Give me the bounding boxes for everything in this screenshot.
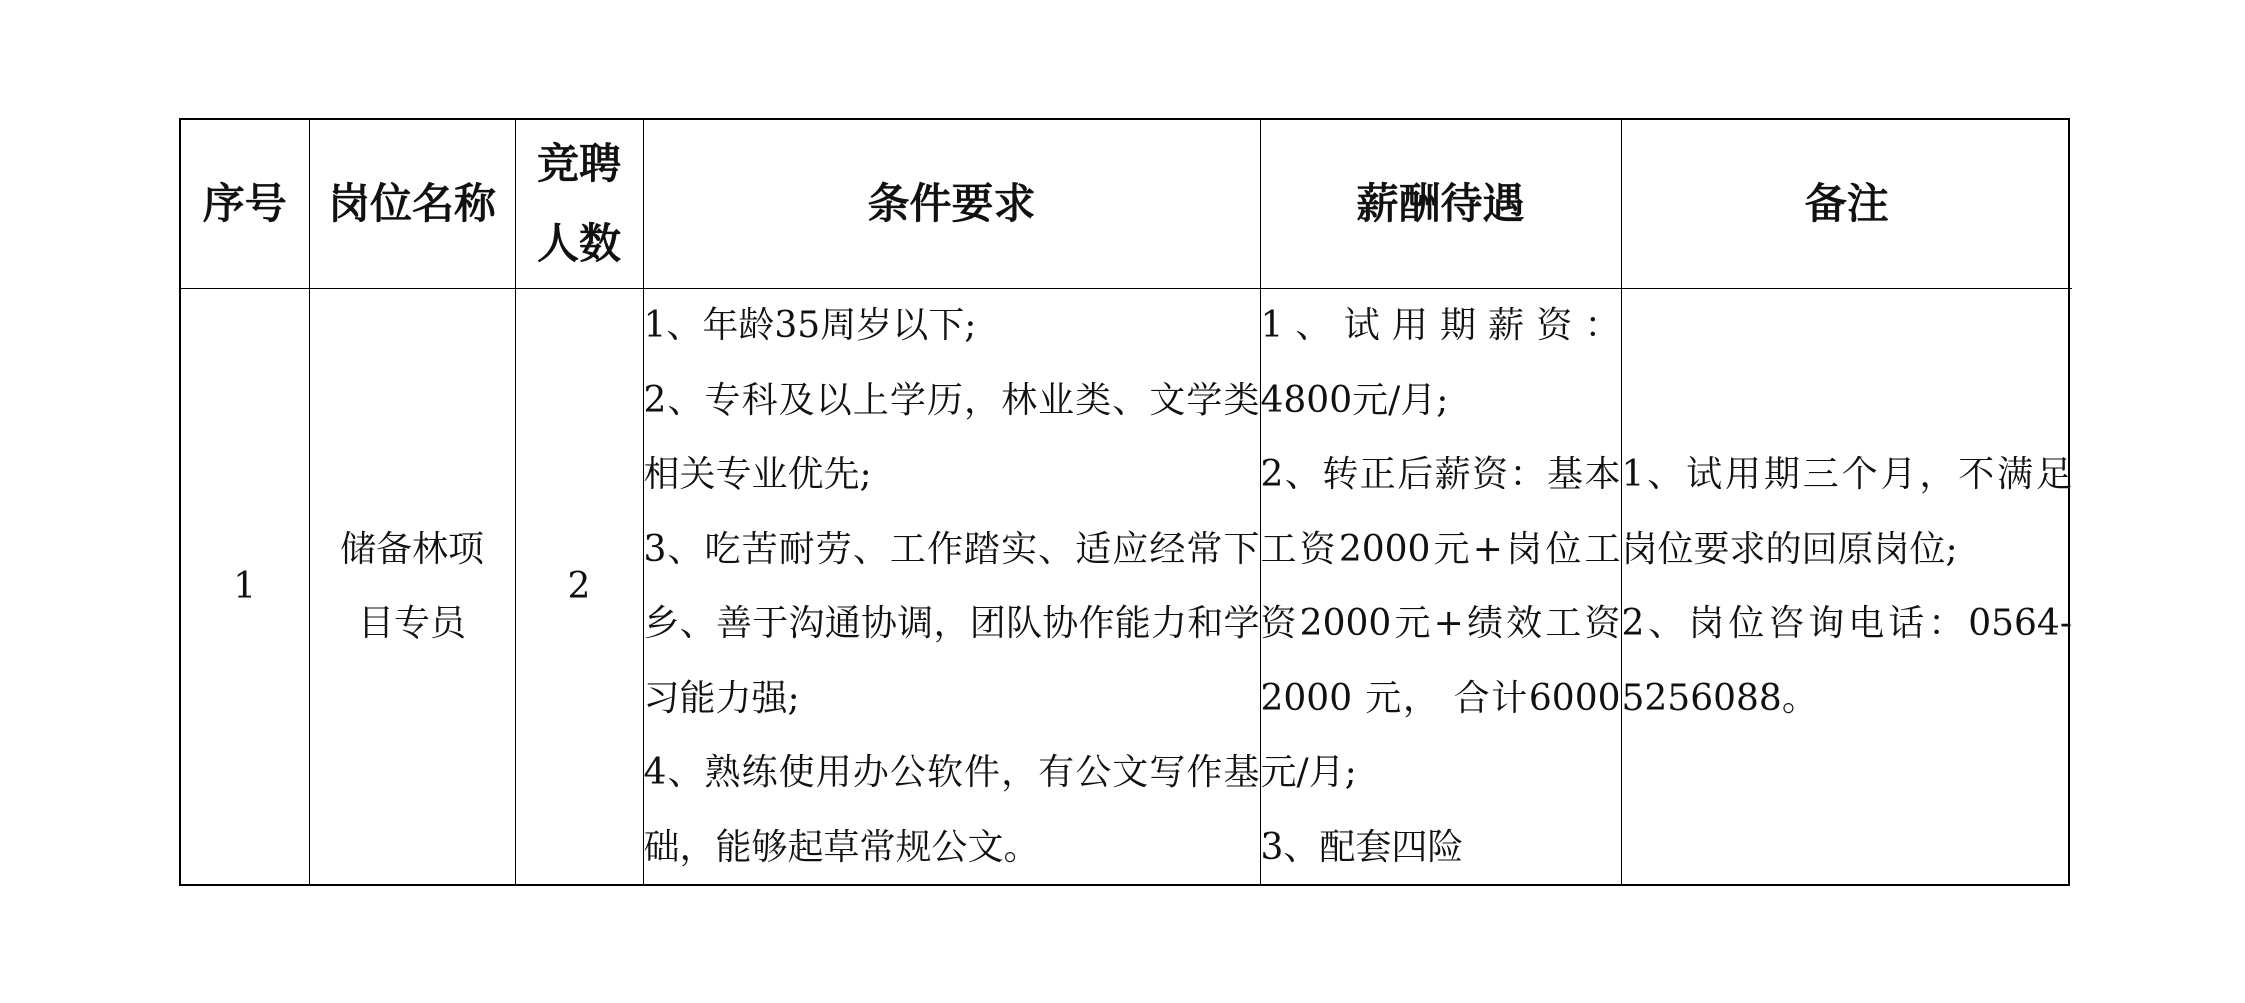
note-item-2: 2、岗位咨询电话：0564-5256088。: [1621, 603, 2072, 719]
row-index: 1: [181, 289, 309, 886]
recruitment-table: [181, 120, 2072, 885]
header-headcount: [515, 120, 643, 289]
table-row: [181, 289, 2072, 886]
requirement-item-4: 4、熟练使用办公软件，有公文写作基础，能够起草常规公文。: [643, 752, 1260, 868]
header-index: 序号: [181, 120, 309, 289]
row-notes: [1621, 289, 2072, 886]
header-headcount-line1: 竞聘: [536, 139, 621, 188]
header-notes: 备注: [1621, 120, 2072, 289]
requirement-item-3: 3、吃苦耐劳、工作踏实、适应经常下乡、善于沟通协调，团队协作能力和学习能力强;: [643, 528, 1260, 719]
header-headcount-line2: 人数: [536, 219, 621, 268]
header-position-name: 岗位名称: [309, 120, 515, 289]
requirement-item-1: 1、年龄35周岁以下;: [643, 305, 977, 346]
row-position-name: [309, 289, 515, 886]
row-position-name-line1: 储备林项: [339, 528, 484, 570]
row-position-name-line2: 目专员: [357, 603, 466, 644]
header-requirements: 条件要求: [643, 120, 1260, 289]
table-header-row: [181, 120, 2072, 289]
header-salary: 薪酬待遇: [1260, 120, 1621, 289]
row-requirements: [643, 289, 1260, 886]
salary-item-3: 3、配套四险: [1260, 826, 1464, 868]
salary-item-1: 1、试用期薪资：4800元/月;: [1260, 305, 1621, 421]
recruitment-table-container: [179, 118, 2070, 886]
salary-item-2: 2、转正后薪资：基本工资2000元+岗位工资2000元+绩效工资 2000 元， 合计6000元/月;: [1260, 454, 1621, 793]
row-headcount: 2: [515, 289, 643, 886]
row-salary: [1260, 289, 1621, 886]
requirement-item-2: 2、专科及以上学历，林业类、文学类相关专业优先;: [643, 379, 1260, 495]
note-item-1: 1、试用期三个月，不满足岗位要求的回原岗位;: [1621, 454, 2072, 570]
